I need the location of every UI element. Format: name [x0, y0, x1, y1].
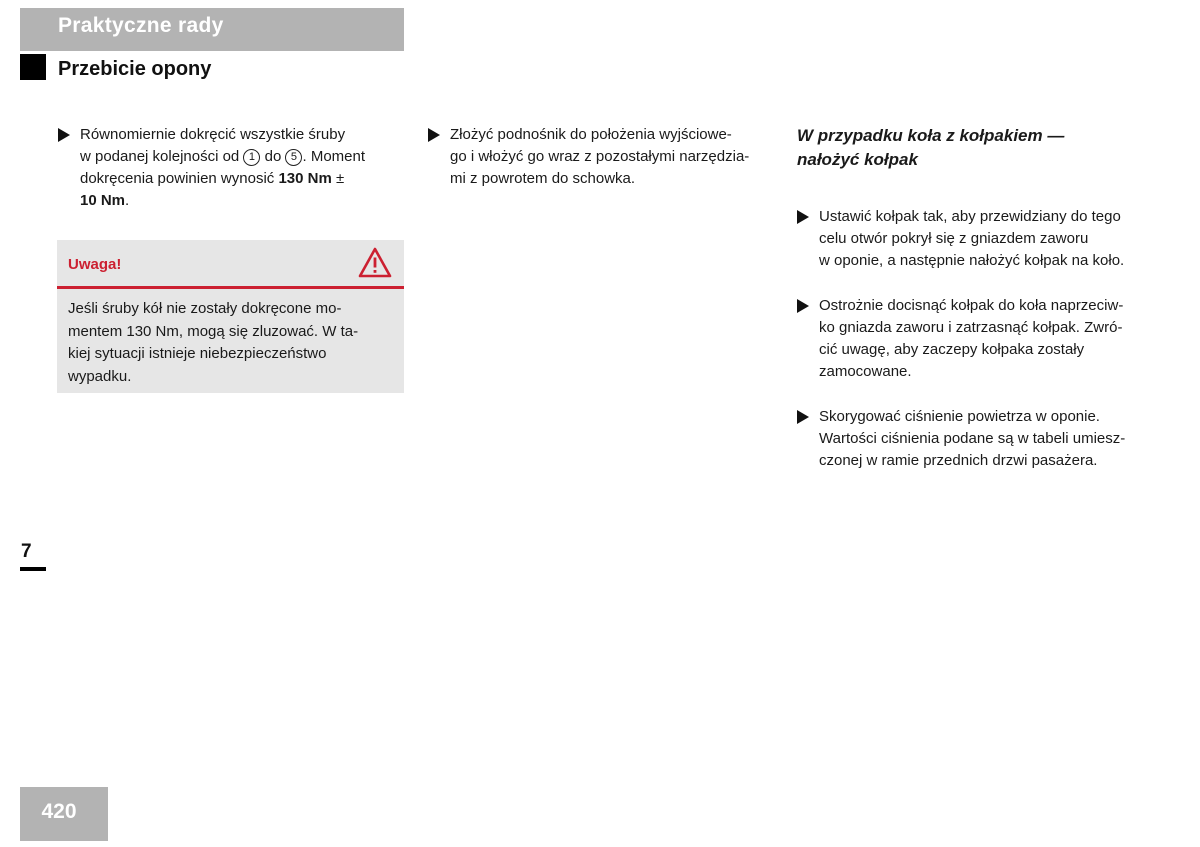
- step-line: celu otwór pokrył się z gniazdem zaworu: [819, 230, 1089, 247]
- bullet-triangle-icon: [797, 299, 809, 313]
- step-line: go i włożyć go wraz z pozostałymi narzędzia-: [450, 148, 750, 165]
- step-line: w oponie, a następnie nałożyć kołpak na koło.: [819, 252, 1125, 269]
- step-line: mi z powrotem do schowka.: [450, 170, 636, 187]
- chapter-underline: [20, 567, 46, 571]
- step-line: Ostrożnie docisnąć kołpak do koła naprzeciw-: [819, 297, 1124, 314]
- section-marker: [20, 54, 46, 80]
- step-text: . Moment: [302, 148, 366, 165]
- chapter-number: 7: [21, 541, 32, 562]
- step-text: do: [260, 148, 286, 165]
- instruction-step: [58, 124, 408, 212]
- step-line: cić uwagę, aby zaczepy kołpaka zostały: [819, 341, 1085, 358]
- circled-number-1: 1: [243, 149, 260, 166]
- step-text: w podanej kolejności od: [80, 148, 244, 165]
- circled-number-5: 5: [285, 149, 302, 166]
- column-right: [797, 124, 1157, 495]
- warning-triangle-icon: [358, 247, 392, 283]
- subsection-heading: [797, 124, 1157, 172]
- page-number: 420: [41, 800, 77, 823]
- warning-box: [57, 240, 404, 393]
- heading-line: W przypadku koła z kołpakiem —: [797, 126, 1065, 145]
- step-line: ko gniazda zaworu i zatrzasnąć kołpak. Zwró-: [819, 319, 1123, 336]
- warning-header: [57, 240, 404, 289]
- section-title: Przebicie opony: [58, 58, 212, 80]
- step-line: Równomiernie dokręcić wszystkie śruby: [80, 126, 346, 143]
- header-bar: [20, 8, 404, 51]
- torque-tolerance: 10 Nm: [80, 192, 126, 209]
- instruction-step: [428, 124, 778, 190]
- header-title: Praktyczne rady: [58, 14, 224, 37]
- heading-line: nałożyć kołpak: [797, 150, 918, 169]
- step-line: czonej w ramie przednich drzwi pasażera.: [819, 452, 1098, 469]
- step-line: Ustawić kołpak tak, aby przewidziany do tego: [819, 208, 1121, 225]
- column-middle: [428, 124, 778, 190]
- bullet-triangle-icon: [58, 128, 70, 142]
- torque-value: 130 Nm: [278, 170, 332, 187]
- instruction-step: [797, 206, 1157, 272]
- step-line: [80, 146, 408, 168]
- warning-line: kiej sytuacji istnieje niebezpieczeństwo: [68, 345, 327, 362]
- warning-line: mentem 130 Nm, mogą się zluzować. W ta-: [68, 322, 359, 340]
- step-text: ±: [331, 170, 345, 187]
- warning-label: Uwaga!: [68, 256, 122, 273]
- step-line: Wartości ciśnienia podane są w tabeli umiesz-: [819, 430, 1126, 447]
- step-text: .: [125, 192, 130, 209]
- step-line: Złożyć podnośnik do położenia wyjściowe-: [450, 126, 732, 143]
- step-line: zamocowane.: [819, 363, 912, 380]
- page-number-box: [20, 787, 108, 841]
- step-line: [80, 190, 408, 212]
- warning-line: wypadku.: [68, 367, 132, 385]
- column-left: [58, 124, 408, 212]
- step-line: [80, 168, 408, 190]
- step-line: Skorygować ciśnienie powietrza w oponie.: [819, 408, 1100, 425]
- bullet-triangle-icon: [797, 210, 809, 224]
- step-text: dokręcenia powinien wynosić: [80, 170, 279, 187]
- instruction-step: [797, 295, 1157, 383]
- bullet-triangle-icon: [428, 128, 440, 142]
- warning-text: [68, 298, 398, 388]
- bullet-triangle-icon: [797, 410, 809, 424]
- warning-line: Jeśli śruby kół nie zostały dokręcone mo-: [68, 300, 342, 317]
- instruction-step: [797, 406, 1157, 472]
